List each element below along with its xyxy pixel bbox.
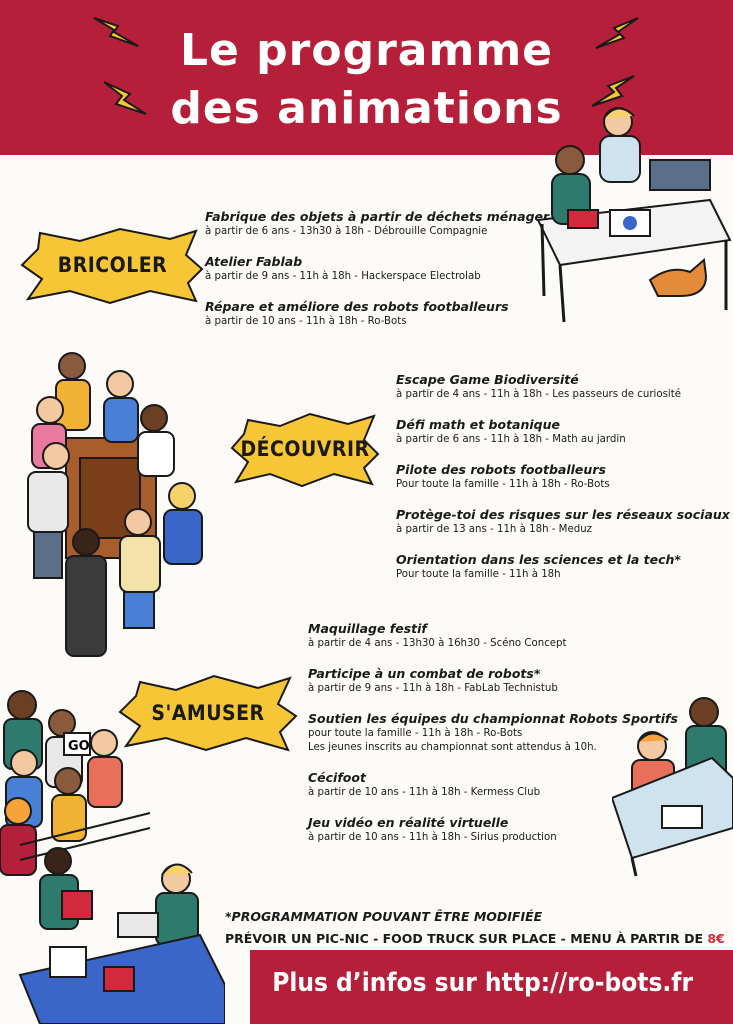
notice-block	[225, 906, 725, 950]
title-line-2: des animations	[170, 83, 563, 134]
activity-title: Orientation dans les sciences et la tech*	[396, 552, 681, 567]
crowd-illustration	[0, 685, 225, 1024]
activity-title: Cécifoot	[308, 770, 366, 785]
activity-item	[205, 298, 549, 329]
tag-label: BRICOLER	[57, 253, 168, 277]
activity-detail: à partir de 6 ans - 11h à 18h - Math au jardin	[396, 434, 626, 445]
activity-detail: Pour toute la famille - 11h à 18h - Ro-Bots	[396, 479, 610, 490]
activity-title: Maquillage festif	[308, 621, 427, 636]
workshop-illustration	[530, 100, 733, 325]
tag-bricoler	[20, 225, 205, 305]
notice-text: PRÉVOIR UN PIC-NIC - FOOD TRUCK SUR PLACE - MENU À PARTIR DE	[225, 931, 708, 946]
notice-line-2	[225, 928, 725, 950]
activity-item	[205, 208, 549, 239]
activity-title: Pilote des robots footballeurs	[396, 462, 606, 477]
activity-title: Fabrique des objets à partir de déchets ménager	[205, 209, 550, 224]
activity-title: Répare et améliore des robots footballeurs	[205, 299, 509, 314]
lightning-icon	[592, 14, 642, 54]
section-bricoler	[205, 208, 549, 343]
sign-text: GO	[68, 739, 90, 754]
activity-item	[396, 506, 730, 537]
activity-title: Participe à un combat de robots*	[308, 666, 541, 681]
activity-item	[205, 253, 549, 284]
activity-item	[396, 371, 730, 402]
tag-label: DÉCOUVRIR	[240, 437, 370, 461]
activity-item	[396, 461, 730, 492]
lightning-icon	[92, 12, 142, 52]
title-line-1: Le programme	[179, 25, 554, 76]
activity-item	[396, 416, 730, 447]
robot-building-illustration	[20, 348, 220, 668]
activity-detail: à partir de 9 ans - 11h à 18h - Hackerspace Electrolab	[205, 271, 481, 282]
activity-detail: à partir de 9 ans - 11h à 18h - FabLab Technistub	[308, 683, 558, 694]
footer-banner	[250, 950, 733, 1024]
activity-detail: à partir de 10 ans - 11h à 18h - Ro-Bots	[205, 316, 407, 327]
activity-detail: Pour toute la famille - 11h à 18h	[396, 569, 561, 580]
activity-detail: Les jeunes inscrits au championnat sont attendus à 10h.	[308, 742, 597, 753]
section-decouvrir	[396, 371, 730, 596]
activity-title: Soutien les équipes du championnat Robots Sportifs	[308, 711, 678, 726]
commentators-illustration	[612, 688, 733, 878]
activity-title: Jeu vidéo en réalité virtuelle	[308, 815, 509, 830]
activity-title: Protège-toi des risques sur les réseaux sociaux	[396, 507, 730, 522]
tag-label: S'AMUSER	[151, 701, 265, 725]
activity-detail: à partir de 4 ans - 13h30 à 16h30 - Scéno Concept	[308, 638, 567, 649]
notice-line-1: *PROGRAMMATION POUVANT ÊTRE MODIFIÉE	[225, 909, 543, 924]
activity-title: Escape Game Biodiversité	[396, 372, 579, 387]
tag-decouvrir	[230, 410, 380, 488]
menu-price: 8€	[707, 931, 725, 946]
activity-title: Atelier Fablab	[205, 254, 303, 269]
activity-title: Défi math et botanique	[396, 417, 560, 432]
activity-detail: à partir de 6 ans - 13h30 à 18h - Débrouille Compagnie	[205, 226, 488, 237]
footer-link-text[interactable]: Plus d’infos sur http://ro-bots.fr	[272, 968, 693, 998]
lightning-icon	[100, 78, 150, 118]
activity-detail: pour toute la famille - 11h à 18h - Ro-Bots	[308, 728, 523, 739]
activity-detail: à partir de 10 ans - 11h à 18h - Kermess Club	[308, 787, 541, 798]
activity-detail: à partir de 13 ans - 11h à 18h - Meduz	[396, 524, 593, 535]
activity-detail: à partir de 10 ans - 11h à 18h - Sirius production	[308, 832, 557, 843]
activity-item	[396, 551, 730, 582]
activity-item	[308, 620, 678, 651]
activity-detail: à partir de 4 ans - 11h à 18h - Les passeurs de curiosité	[396, 389, 681, 400]
